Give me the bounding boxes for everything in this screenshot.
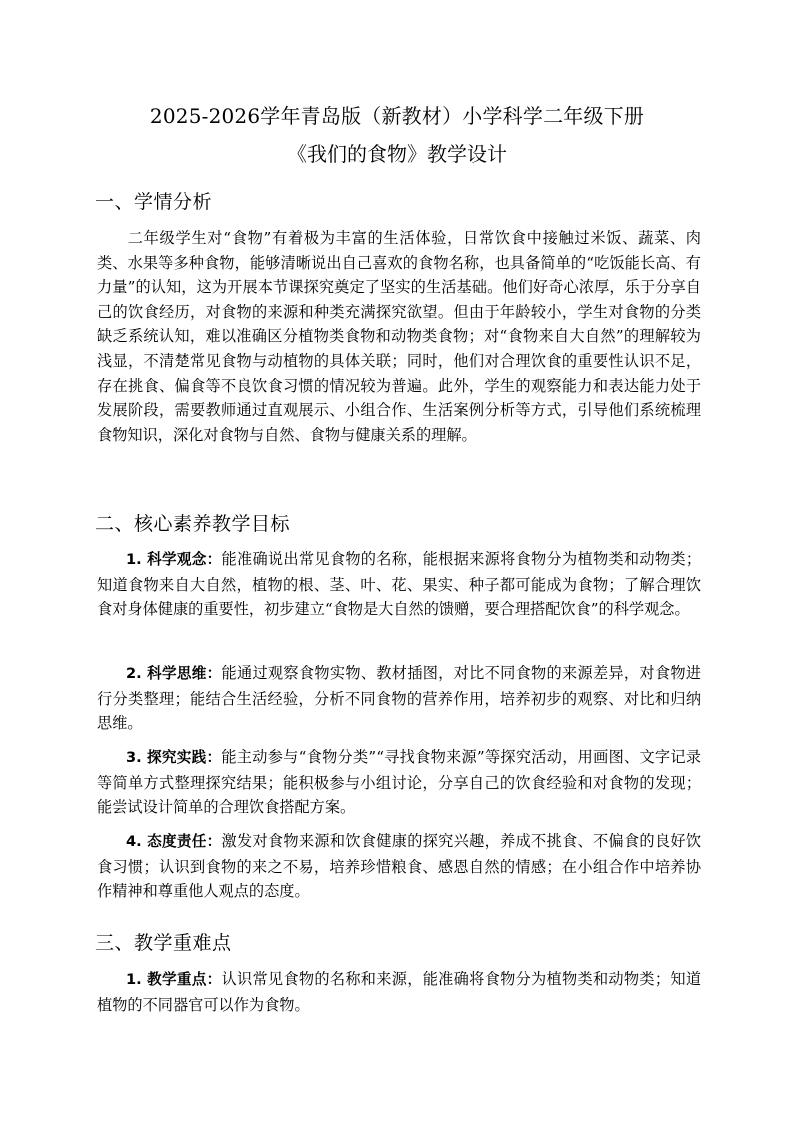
- section-heading-core-objectives: 二、核心素养教学目标: [95, 513, 291, 535]
- objective-item: [97, 745, 701, 820]
- section-heading-key-difficulties: 三、教学重难点: [95, 932, 232, 954]
- objective-text: 能主动参与“食物分类”“寻找食物来源”等探究活动，用画图、文字记录等简单方式整理探究结果；能积极参与小组讨论，分享自己的饮食经验和对食物的发现；能尝试设计简单的合理饮食搭配方案。: [97, 748, 702, 817]
- section-heading-learning-analysis: 一、学情分析: [95, 191, 213, 213]
- objective-label: 4. 态度责任：: [126, 833, 222, 850]
- document-title-line1: 2025-2026学年青岛版（新教材）小学科学二年级下册: [149, 104, 645, 128]
- objective-item: [97, 547, 701, 622]
- document-title-line2: 《我们的食物》教学设计: [287, 142, 507, 166]
- key-point-item: [97, 967, 701, 1017]
- objective-text: 能准确说出常见食物的名称，能根据来源将食物分为植物类和动物类；知道食物来自大自然，植物的根、茎、叶、花、果实、种子都可能成为食物；了解合理饮食对身体健康的重要性，初步建立“食物是大自然的馈赠，要合理搭配饮食”的科学观念。: [97, 550, 702, 619]
- section-paragraph-learning-analysis: [97, 226, 701, 447]
- objective-label: 3. 探究实践：: [126, 749, 222, 766]
- key-point-label: 1. 教学重点：: [126, 971, 222, 988]
- objective-text: 激发对食物来源和饮食健康的探究兴趣，养成不挑食、不偏食的良好饮食习惯；认识到食物的来之不易，培养珍惜粮食、感恩自然的情感；在小组合作中培养协作精神和尊重他人观点的态度。: [97, 832, 702, 901]
- objective-item: [97, 661, 701, 736]
- objective-label: 1. 科学观念：: [126, 551, 222, 568]
- objective-text: 能通过观察食物实物、教材插图，对比不同食物的来源差异，对食物进行分类整理；能结合生活经验，分析不同食物的营养作用，培养初步的观察、对比和归纳思维。: [97, 664, 702, 733]
- objective-item: [97, 829, 701, 904]
- paragraph-text: 二年级学生对“食物”有着极为丰富的生活体验，日常饮食中接触过米饭、蔬菜、肉类、水果等多种食物，能够清晰说出自己喜欢的食物名称，也具备简单的“吃饭能长高、有力量”的认知，这为开展本节课探究奠定了坚实的生活基础。他们好奇心浓厚，乐于分享自己的饮食经历，对食物的来源和种类充满探究欲望。但由于年龄较小，学生对食物的分类缺乏系统认知，难以准确区分植物类食物和动物类食物；对“食物来自大自然”的理解较为浅显，不清楚常见食物与动植物的具体关联；同时，他们对合理饮食的重要性认识不足，存在挑食、偏食等不良饮食习惯的情况较为普遍。此外，学生的观察能力和表达能力处于发展阶段，需要教师通过直观展示、小组合作、生活案例分析等方式，引导他们系统梳理食物知识，深化对食物与自然、食物与健康关系的理解。: [97, 229, 701, 444]
- objective-label: 2. 科学思维：: [126, 665, 222, 682]
- key-point-text: 认识常见食物的名称和来源，能准确将食物分为植物类和动物类；知道植物的不同器官可以作为食物。: [97, 970, 702, 1014]
